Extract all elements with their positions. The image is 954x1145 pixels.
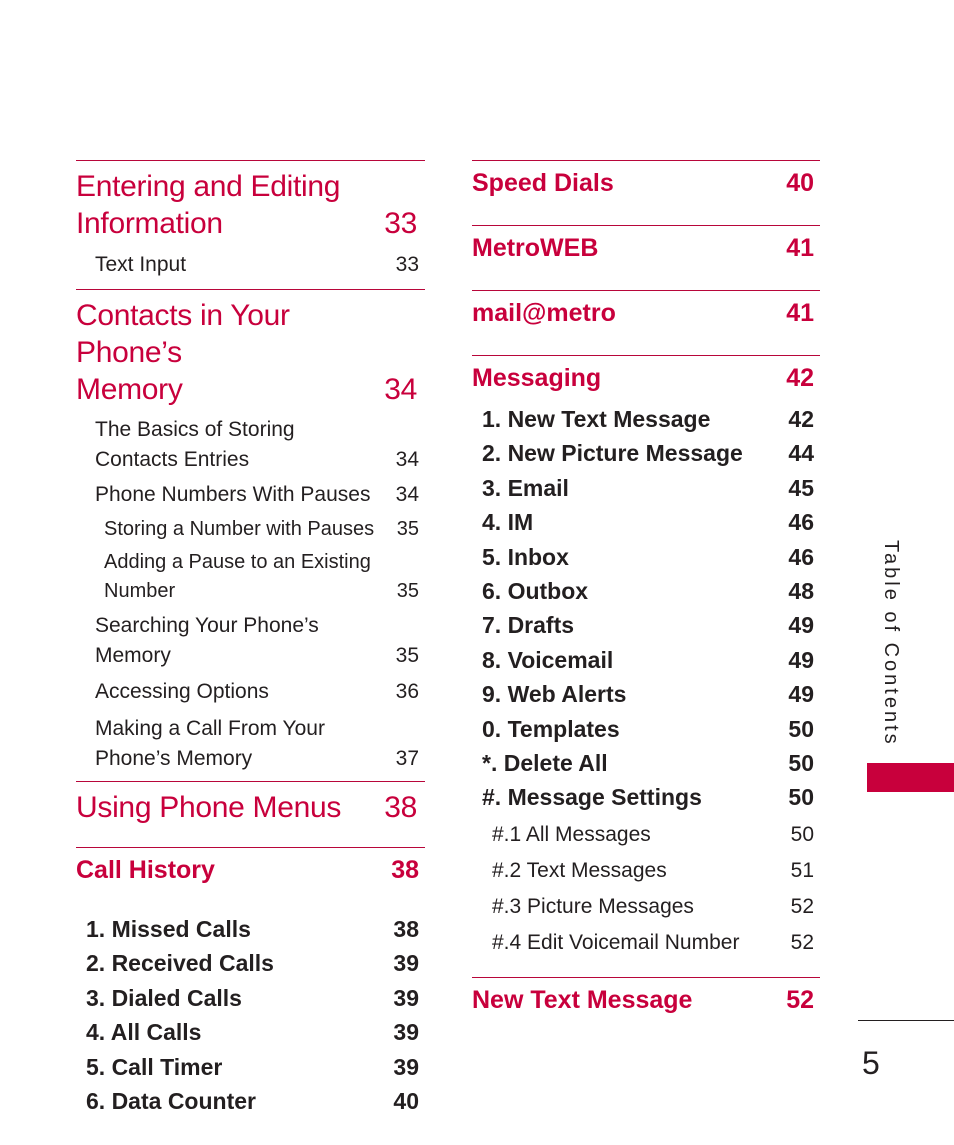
entry-page-number: 35 [396,518,419,540]
entry-label: 4. IM [482,509,534,536]
entry-page-number: 46 [788,543,814,570]
section-title: Messaging [472,364,602,392]
entry-page-number: 48 [788,577,814,604]
toc-section-call-history[interactable] [76,848,425,912]
toc-entry-delete-all[interactable] [472,746,820,780]
section-title: New Text Message [472,985,693,1014]
section-title: Using Phone Menus [76,791,342,824]
section-page-number: 41 [786,299,814,327]
entry-page-number: 34 [395,448,419,471]
section-page-number: 38 [384,791,417,824]
entry-label: Adding a Pause to an Existing Number [104,551,371,602]
entry-label: #.2 Text Messages [492,858,667,882]
section-page-number: 34 [384,373,417,406]
entry-page-number: 38 [393,916,419,942]
entry-label: *. Delete All [482,749,608,776]
page-number: 5 [862,1045,880,1081]
toc-entry-templates[interactable] [472,712,820,746]
entry-page-number: 50 [788,715,814,742]
toc-entry-web-alerts[interactable] [472,677,820,711]
entry-page-number: 33 [395,253,419,276]
entry-page-number: 46 [788,509,814,536]
entry-page-number: 42 [788,406,814,432]
toc-section-mail-metro[interactable] [472,291,820,355]
side-tab-marker [867,763,954,792]
toc-entry-adding-pause[interactable] [104,548,425,606]
footer-divider [858,1020,954,1021]
toc-entry-outbox[interactable] [472,574,820,608]
toc-entry-numbers-pauses[interactable] [95,480,425,510]
entry-label: Text Input [95,253,187,276]
toc-section-contacts[interactable] [76,290,425,408]
toc-entry-all-calls[interactable] [76,1015,425,1049]
toc-left-column [76,160,425,1118]
entry-page-number: 51 [790,858,814,882]
entry-label: Storing a Number with Pauses [104,518,375,540]
entry-page-number: 39 [393,1053,419,1080]
entry-label: 3. Email [482,474,569,501]
toc-entry-dialed-calls[interactable] [76,981,425,1015]
toc-entry-all-messages[interactable] [492,817,820,853]
toc-section-speed-dials[interactable] [472,161,820,225]
entry-label: 5. Inbox [482,543,569,570]
toc-entry-voicemail[interactable] [472,643,820,677]
section-title-line2: Information [76,207,223,240]
toc-entry-text-messages[interactable] [492,853,820,889]
section-page-number: 33 [384,207,417,240]
entry-page-number: 49 [788,681,814,708]
entry-page-number: 36 [395,680,419,703]
toc-entry-making-call[interactable] [95,714,425,774]
toc-entry-edit-voicemail-number[interactable] [492,925,820,961]
toc-entry-missed-calls[interactable] [76,912,425,946]
toc-right-column [472,160,820,1042]
entry-page-number: 39 [393,984,419,1011]
entry-page-number: 40 [393,1087,419,1114]
toc-section-using-menus[interactable] [76,782,425,847]
toc-entry-call-timer[interactable] [76,1050,425,1084]
section-title: Speed Dials [472,169,614,197]
toc-entry-searching-memory[interactable] [95,611,425,671]
section-page-number: 40 [786,169,814,197]
side-tab-label: Table of Contents [880,540,902,747]
entry-page-number: 37 [395,747,419,770]
entry-label: #.4 Edit Voicemail Number [492,930,740,954]
entry-label: 1. Missed Calls [86,916,251,942]
entry-label: 8. Voicemail [482,646,614,673]
toc-entry-new-picture-message[interactable] [472,436,820,470]
entry-label: #. Message Settings [482,784,702,811]
section-title-line1: Contacts in Your Phone’s [76,299,290,369]
toc-entry-drafts[interactable] [472,608,820,642]
entry-page-number: 49 [788,612,814,639]
section-page-number: 41 [786,234,814,262]
entry-label: 0. Templates [482,715,620,742]
section-title: Call History [76,856,215,884]
toc-entry-im[interactable] [472,505,820,539]
entry-label: 6. Data Counter [86,1087,256,1114]
toc-entry-message-settings[interactable] [472,780,820,814]
entry-label: Making a Call From Your Phone’s Memory [95,717,325,770]
entry-label: #.1 All Messages [492,822,651,846]
toc-section-new-text-message[interactable] [472,978,820,1042]
entry-label: Phone Numbers With Pauses [95,483,371,506]
toc-entry-basics-storing[interactable] [95,415,425,475]
toc-entry-received-calls[interactable] [76,946,425,980]
entry-page-number: 44 [788,440,814,467]
toc-entry-email[interactable] [472,471,820,505]
toc-entry-accessing-options[interactable] [95,677,425,707]
entry-page-number: 52 [790,930,814,954]
toc-entry-new-text-message[interactable] [472,402,820,436]
entry-label: 3. Dialed Calls [86,984,242,1011]
entry-page-number: 52 [790,894,814,918]
entry-page-number: 50 [790,822,814,846]
section-page-number: 38 [391,856,419,884]
entry-label: 2. Received Calls [86,950,274,977]
entry-label: 9. Web Alerts [482,681,627,708]
toc-entry-text-input[interactable] [95,250,425,280]
toc-entry-picture-messages[interactable] [492,889,820,925]
toc-section-metroweb[interactable] [472,226,820,290]
entry-label: 5. Call Timer [86,1053,223,1080]
entry-page-number: 50 [788,749,814,776]
entry-label: Searching Your Phone’s Memory [95,614,319,667]
entry-label: 4. All Calls [86,1019,202,1046]
entry-page-number: 49 [788,646,814,673]
entry-page-number: 39 [393,1019,419,1046]
section-title-line1: Entering and Editing [76,170,341,203]
toc-section-messaging[interactable] [472,356,820,402]
entry-page-number: 35 [396,580,419,602]
entry-page-number: 50 [788,784,814,811]
entry-page-number: 45 [788,474,814,501]
entry-label: #.3 Picture Messages [492,894,694,918]
section-title-line2: Memory [76,373,183,406]
entry-label: The Basics of Storing Contacts Entries [95,418,295,471]
toc-entry-data-counter[interactable] [76,1084,425,1118]
section-title: mail@metro [472,299,616,327]
entry-label: Accessing Options [95,680,269,703]
toc-entry-storing-number[interactable] [104,514,425,544]
entry-label: 1. New Text Message [482,406,711,432]
entry-label: 6. Outbox [482,577,589,604]
section-page-number: 52 [786,985,814,1014]
entry-page-number: 39 [393,950,419,977]
entry-label: 2. New Picture Message [482,440,743,467]
section-title: MetroWEB [472,234,599,262]
entry-page-number: 35 [395,644,419,667]
toc-entry-inbox[interactable] [472,540,820,574]
toc-section-entering-editing[interactable] [76,161,425,242]
section-page-number: 42 [786,364,814,392]
entry-page-number: 34 [395,483,419,506]
entry-label: 7. Drafts [482,612,575,639]
